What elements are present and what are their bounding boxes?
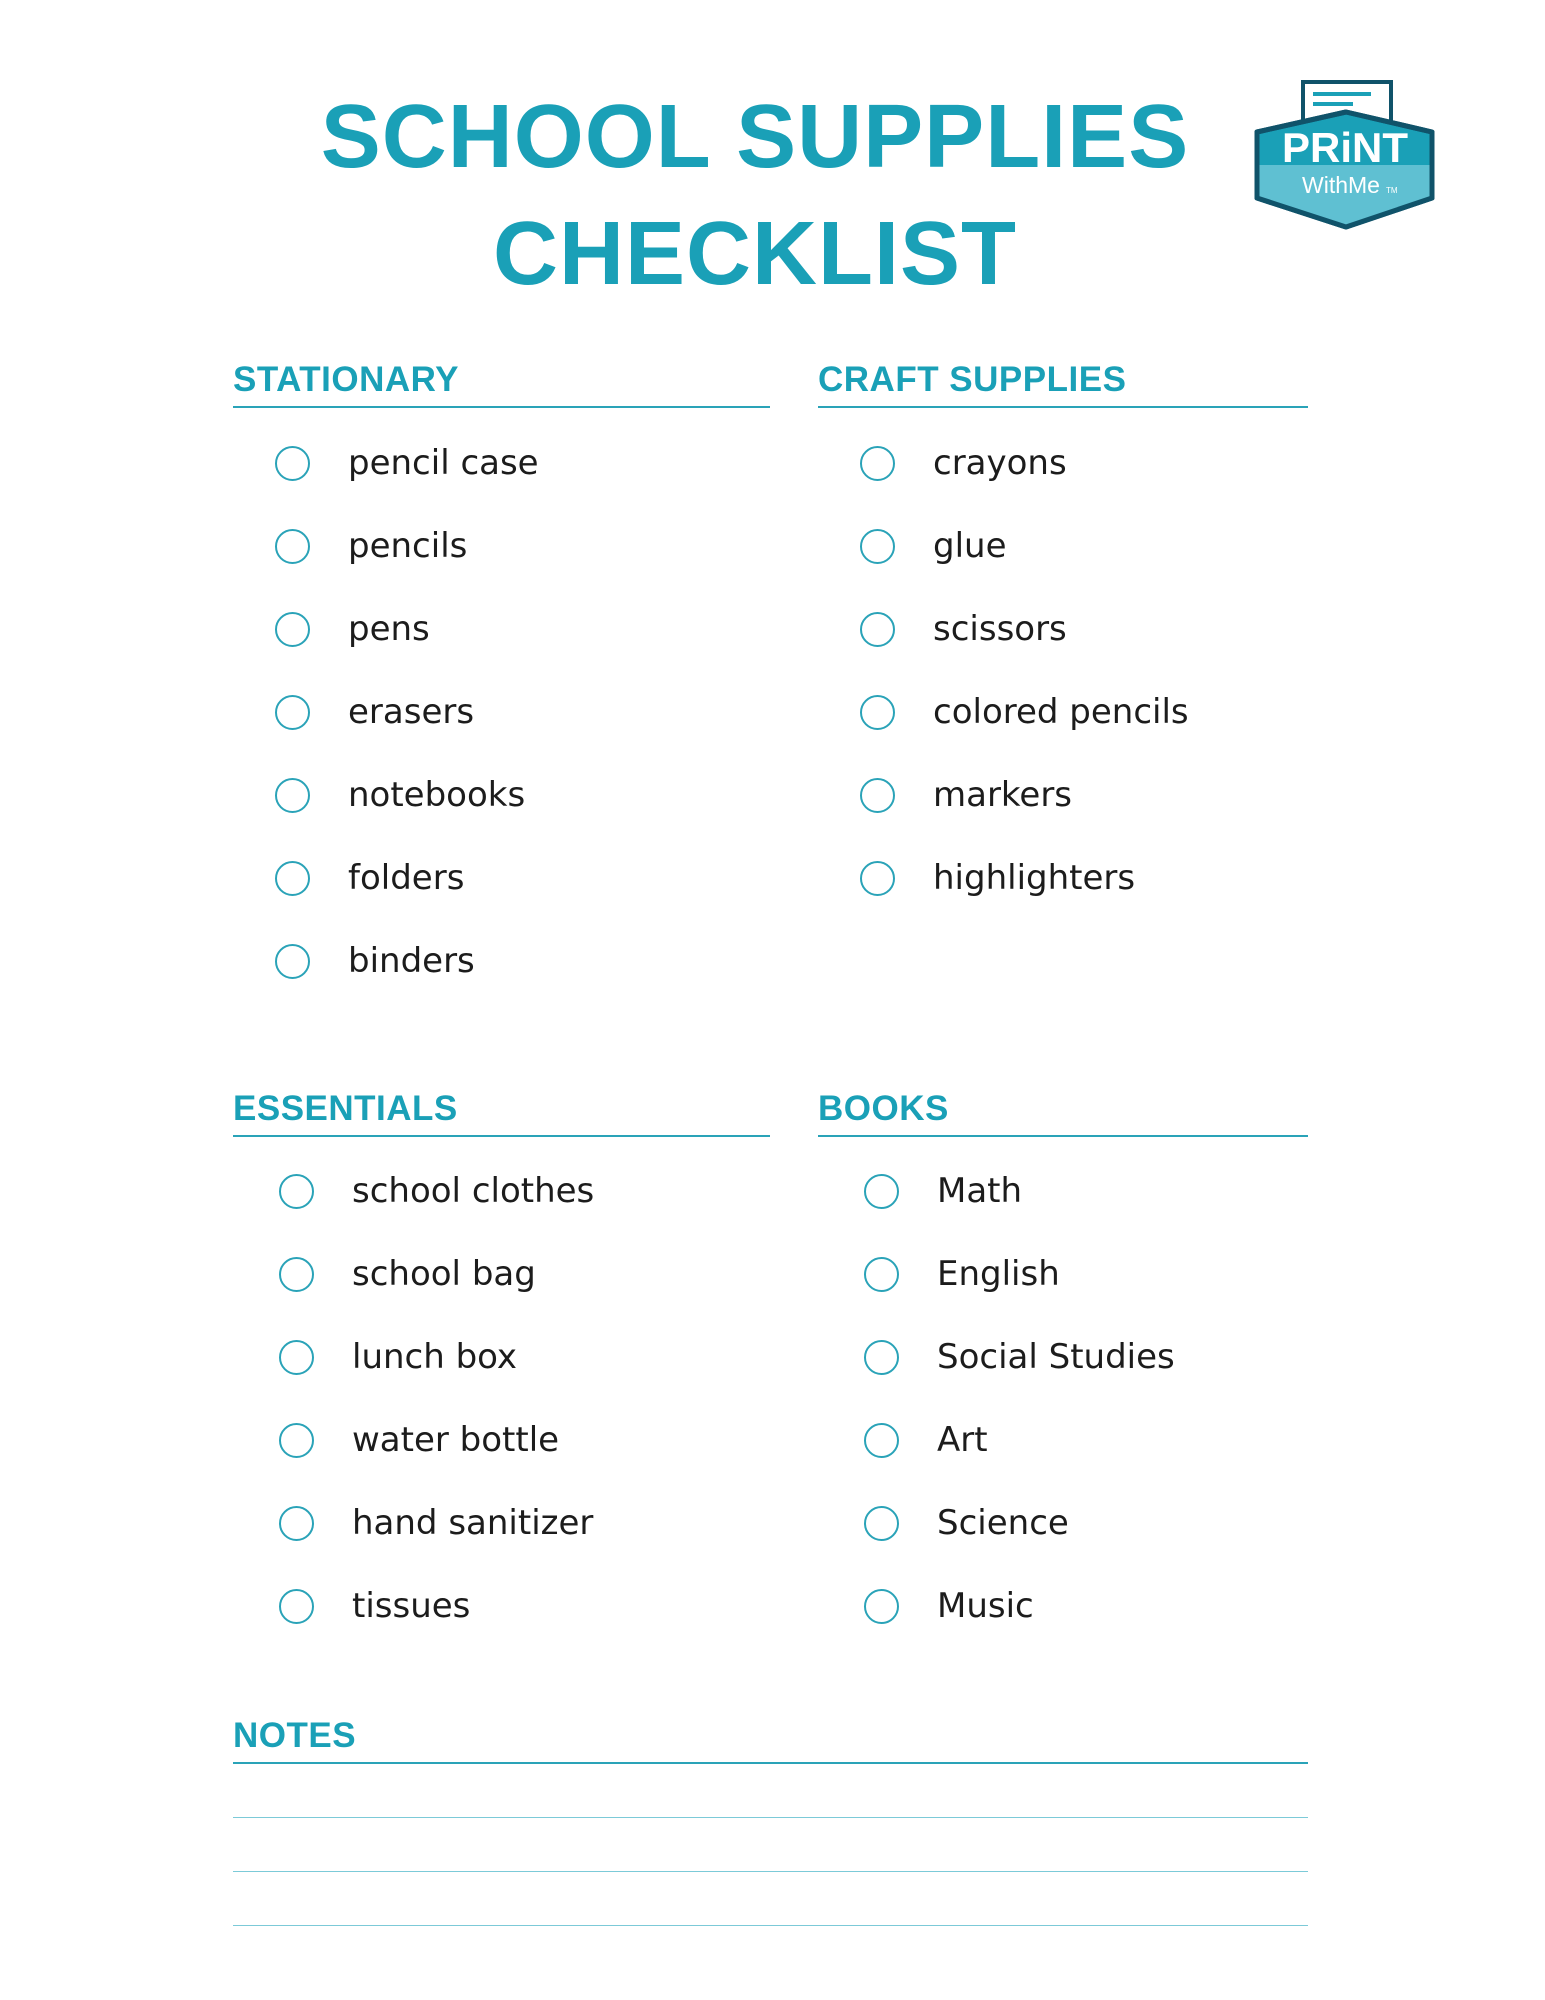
- page-title-line-1: SCHOOL SUPPLIES: [320, 87, 1190, 187]
- checkbox-circle[interactable]: [864, 1340, 899, 1375]
- essentials-list: [237, 1158, 770, 1656]
- note-line[interactable]: [233, 1818, 1308, 1872]
- checkbox-circle[interactable]: [860, 529, 895, 564]
- checklist-item[interactable]: [233, 513, 770, 596]
- checklist-item-label: binders: [348, 941, 475, 981]
- checklist-item[interactable]: [233, 430, 770, 513]
- craft-supplies-list: [818, 430, 1308, 928]
- checkbox-circle[interactable]: [275, 612, 310, 647]
- checklist-item-label: tissues: [352, 1586, 471, 1626]
- checkbox-circle[interactable]: [279, 1340, 314, 1375]
- checklist-item[interactable]: [233, 762, 770, 845]
- checkbox-circle[interactable]: [279, 1257, 314, 1292]
- checkbox-circle[interactable]: [864, 1423, 899, 1458]
- logo-text-withme: WithMe: [1302, 172, 1380, 198]
- section-stationary: [233, 360, 770, 1011]
- section-craft-supplies: [818, 360, 1308, 928]
- checklist-item-label: water bottle: [352, 1420, 560, 1460]
- section-notes: [233, 1716, 1308, 1926]
- checklist-item-label: notebooks: [348, 775, 526, 815]
- checkbox-circle[interactable]: [275, 446, 310, 481]
- note-line[interactable]: [233, 1764, 1308, 1818]
- checklist-item-label: erasers: [348, 692, 475, 732]
- checklist-item-label: scissors: [933, 609, 1067, 649]
- checkbox-circle[interactable]: [860, 695, 895, 730]
- checklist-item[interactable]: [818, 513, 1308, 596]
- checklist-item-label: school clothes: [352, 1171, 595, 1211]
- checklist-item-label: colored pencils: [933, 692, 1189, 732]
- section-books: [818, 1089, 1308, 1656]
- checkbox-circle[interactable]: [864, 1506, 899, 1541]
- checklist-item[interactable]: [818, 845, 1308, 928]
- checklist-item-label: Art: [937, 1420, 988, 1460]
- checklist-item[interactable]: [822, 1407, 1308, 1490]
- checklist-item[interactable]: [822, 1490, 1308, 1573]
- checklist-item-label: Social Studies: [937, 1337, 1175, 1377]
- checklist-item-label: glue: [933, 526, 1007, 566]
- section-heading-essentials: ESSENTIALS: [233, 1089, 770, 1137]
- checklist-item-label: markers: [933, 775, 1073, 815]
- checklist-item-label: highlighters: [933, 858, 1136, 898]
- checklist-item[interactable]: [237, 1573, 770, 1656]
- note-line[interactable]: [233, 1872, 1308, 1926]
- logo-trademark: TM: [1386, 186, 1398, 195]
- checkbox-circle[interactable]: [279, 1589, 314, 1624]
- checklist-item[interactable]: [237, 1490, 770, 1573]
- checklist-item-label: folders: [348, 858, 465, 898]
- checkbox-circle[interactable]: [860, 612, 895, 647]
- section-heading-notes: NOTES: [233, 1716, 1308, 1764]
- notes-lines: [233, 1764, 1308, 1926]
- checklist-item-label: lunch box: [352, 1337, 518, 1377]
- checkbox-circle[interactable]: [864, 1589, 899, 1624]
- checkbox-circle[interactable]: [279, 1506, 314, 1541]
- checkbox-circle[interactable]: [275, 861, 310, 896]
- logo-text-print: PRiNT: [1282, 124, 1408, 171]
- page-title-line-2: CHECKLIST: [493, 204, 1017, 304]
- checklist-item-label: Music: [937, 1586, 1034, 1626]
- checklist-item[interactable]: [237, 1158, 770, 1241]
- checklist-item-label: Math: [937, 1171, 1023, 1211]
- checklist-item[interactable]: [818, 430, 1308, 513]
- checklist-item[interactable]: [237, 1324, 770, 1407]
- checklist-item[interactable]: [237, 1241, 770, 1324]
- checklist-item[interactable]: [822, 1158, 1308, 1241]
- checklist-item[interactable]: [822, 1573, 1308, 1656]
- checkbox-circle[interactable]: [275, 778, 310, 813]
- checklist-item[interactable]: [818, 679, 1308, 762]
- checklist-item[interactable]: [233, 845, 770, 928]
- checkbox-circle[interactable]: [860, 778, 895, 813]
- books-list: [822, 1158, 1308, 1656]
- section-heading-books: BOOKS: [818, 1089, 1308, 1137]
- checklist-item[interactable]: [233, 679, 770, 762]
- checklist-item-label: pencils: [348, 526, 468, 566]
- section-heading-stationary: STATIONARY: [233, 360, 770, 408]
- checklist-item-label: school bag: [352, 1254, 536, 1294]
- checklist-item[interactable]: [233, 596, 770, 679]
- checklist-item[interactable]: [818, 762, 1308, 845]
- checklist-item-label: English: [937, 1254, 1060, 1294]
- section-essentials: [233, 1089, 770, 1656]
- checklist-item-label: pens: [348, 609, 430, 649]
- checklist-item-label: Science: [937, 1503, 1069, 1543]
- checkbox-circle[interactable]: [275, 695, 310, 730]
- checkbox-circle[interactable]: [279, 1174, 314, 1209]
- checkbox-circle[interactable]: [279, 1423, 314, 1458]
- checkbox-circle[interactable]: [864, 1257, 899, 1292]
- checklist-item-label: pencil case: [348, 443, 539, 483]
- checkbox-circle[interactable]: [275, 529, 310, 564]
- checkbox-circle[interactable]: [864, 1174, 899, 1209]
- section-heading-craft-supplies: CRAFT SUPPLIES: [818, 360, 1308, 408]
- print-with-me-logo-icon: [1245, 80, 1440, 240]
- checklist-item[interactable]: [822, 1324, 1308, 1407]
- checkbox-circle[interactable]: [860, 446, 895, 481]
- checklist-item[interactable]: [237, 1407, 770, 1490]
- checklist-item-label: crayons: [933, 443, 1067, 483]
- checklist-item[interactable]: [233, 928, 770, 1011]
- checklist-item[interactable]: [818, 596, 1308, 679]
- checklist-item-label: hand sanitizer: [352, 1503, 594, 1543]
- stationary-list: [233, 430, 770, 1011]
- checkbox-circle[interactable]: [860, 861, 895, 896]
- checkbox-circle[interactable]: [275, 944, 310, 979]
- checklist-item[interactable]: [822, 1241, 1308, 1324]
